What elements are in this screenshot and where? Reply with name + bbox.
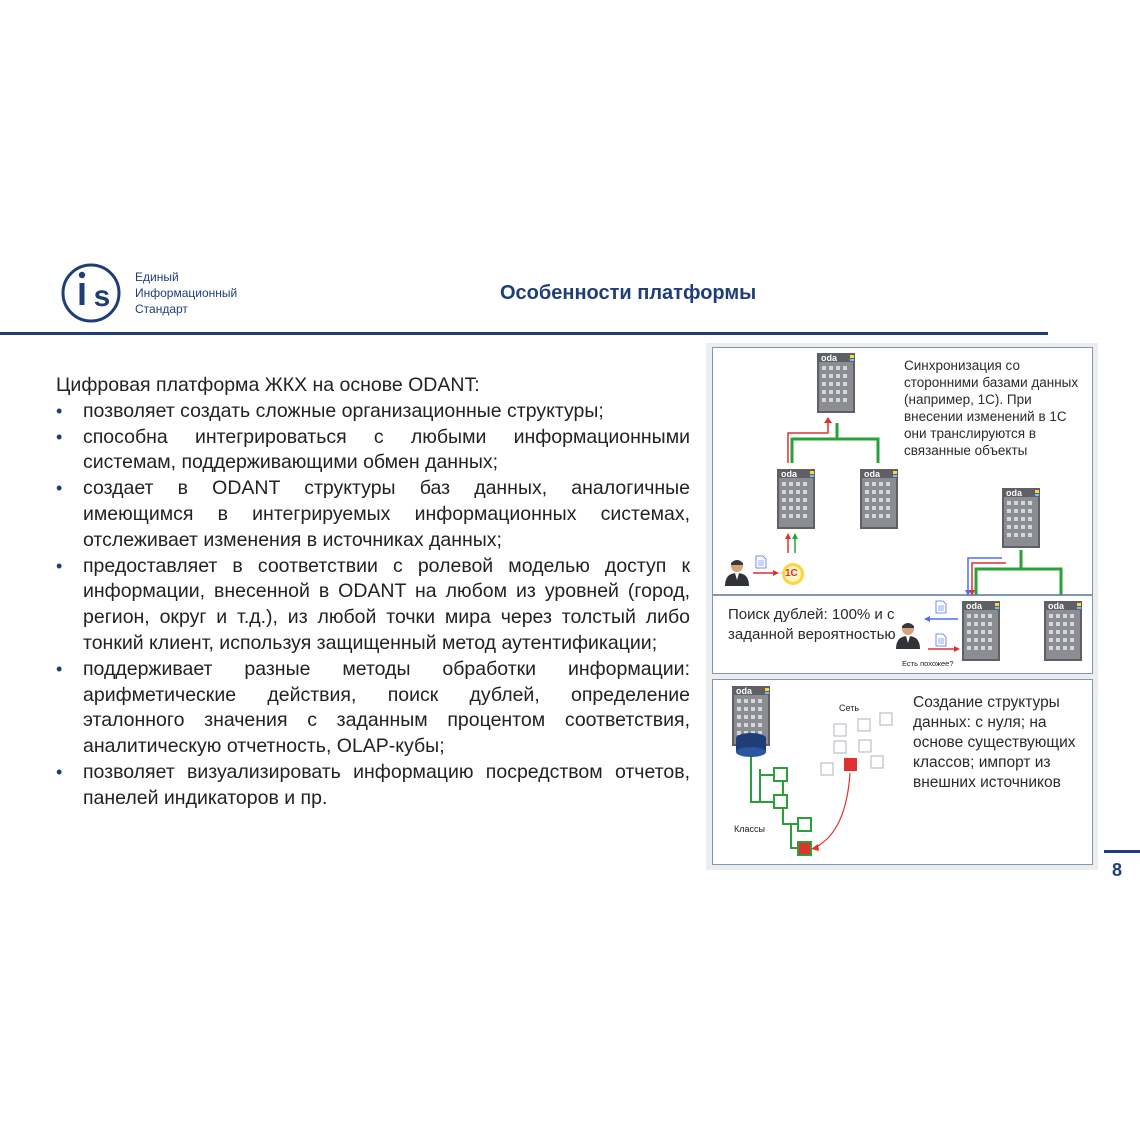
feature-item: • способна интегрироваться с любыми информационными системам, поддерживающими обмен данных;	[56, 425, 690, 477]
slide-title: Особенности платформы	[500, 282, 757, 304]
company-logo	[60, 262, 122, 324]
classes-label: Классы	[734, 824, 765, 834]
page-number-marker	[1104, 850, 1140, 853]
feature-item: • создает в ODANT структуры баз данных, аналогичные имеющимся в интегрируемых информационных системах, отслеживает изменения в источниках данных;	[56, 476, 690, 553]
green-link	[976, 550, 1061, 595]
document-icon	[936, 601, 946, 613]
org-line-1: Единый	[135, 270, 179, 284]
server-label: oda	[736, 686, 753, 696]
red-sync-arrow	[788, 421, 828, 463]
database-icon	[736, 733, 766, 757]
server-label: oda	[1006, 488, 1023, 498]
feature-item: • позволяет визуализировать информацию посредством отчетов, панелей индикаторов и пр.	[56, 760, 690, 812]
platform-diagram	[706, 343, 1098, 870]
svg-text:s: s	[93, 280, 111, 313]
green-link	[792, 423, 878, 463]
server-label: oda	[1048, 601, 1065, 611]
onec-label: 1С	[785, 568, 798, 579]
document-icon	[756, 556, 766, 568]
similar-caption: Есть похожее?	[902, 659, 954, 668]
feature-item: • позволяет создать сложные организационные структуры;	[56, 399, 690, 425]
organization-name	[135, 269, 237, 317]
server-label: oda	[781, 469, 798, 479]
user-icon	[725, 560, 749, 586]
duplicate-search-description: Поиск дублей: 100% и с заданной вероятностью	[728, 606, 896, 643]
feature-item: • поддерживает разные методы обработки информации: арифметические действия, поиск дублей, определение эталонного значения с заданным процентом соответствия, аналитическую отчетность, OLAP-кубы;	[56, 657, 690, 760]
server-label: oda	[966, 601, 983, 611]
feature-item: • предоставляет в соответствии с ролевой моделью доступ к информации, внесенной в ODANT на любом из уровней (город, регион, округ и т.д.), из любой точки мира через толстый либо тонкий клиент, используя защищенный метод аутентификации;	[56, 554, 690, 657]
document-icon	[936, 634, 946, 646]
org-line-3: Стандарт	[135, 302, 188, 316]
feature-list	[56, 399, 690, 812]
server-label: oda	[864, 469, 881, 479]
content-text	[56, 373, 690, 812]
sync-description: Синхронизация со сторонними базами данных (например, 1С). При внесении изменений в 1С они транслируются в связанные объекты	[904, 358, 1079, 458]
intro-line: Цифровая платформа ЖКХ на основе ODANT:	[56, 374, 480, 396]
header-divider	[0, 332, 1048, 335]
org-line-2: Информационный	[135, 286, 238, 300]
user-icon	[896, 623, 920, 649]
server-label: oda	[821, 353, 838, 363]
import-arrow	[814, 773, 850, 848]
structure-creation-description: Создание структуры данных: с нуля; на основе существующих классов; импорт из внешних источников	[913, 694, 1076, 791]
page-number: 8	[1112, 860, 1123, 880]
network-label: Сеть	[839, 703, 860, 713]
